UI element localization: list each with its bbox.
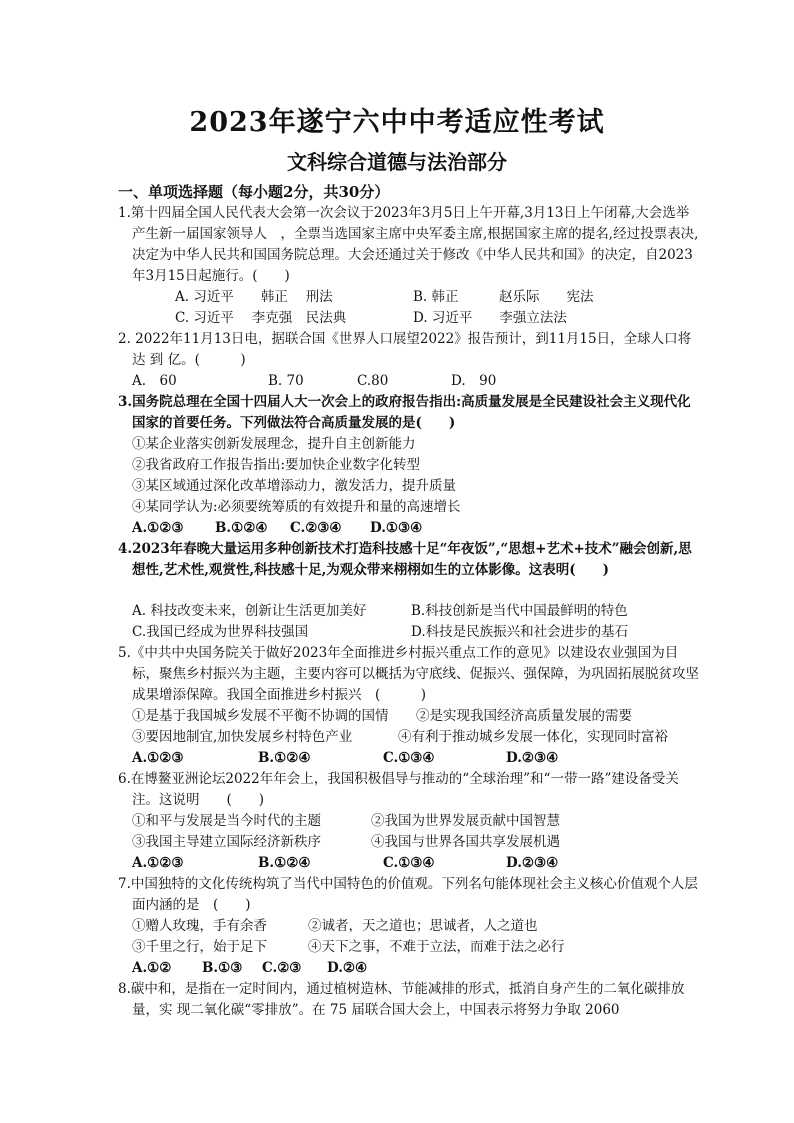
question-4-stem: 4.2023年春晚大量运用多种创新技术打造科技感十足“年夜饭”,“思想+艺术+技术”融会创新,思想性,艺术性,观赏性,科技感十足,为观众带来栩栩如生的立体影像。这表明( ) (118, 541, 692, 578)
question-7-answer-c: C.②③ (262, 960, 302, 976)
question-3-answer-d: D.①③④ (370, 520, 423, 536)
question-7-answer-d: D.②④ (327, 960, 368, 976)
question-7-item-1: ①赠人玫瑰，手有余香 (132, 918, 267, 934)
question-5-item-1: ①是基于我国城乡发展不平衡不协调的国情 (132, 708, 389, 724)
question-1-option-d: D. 习近平 李强立法法 (413, 310, 567, 326)
question-6-item-2: ②我国为世界发展贡献中国智慧 (371, 813, 560, 829)
question-7-item-2: ②诚者，天之道也；思诚者，人之道也 (308, 918, 538, 934)
question-3-item-4: ④某同学认为:必须要统筹质的有效提升和量的高速增长 (132, 499, 461, 515)
question-3-item-2: ②我省政府工作报告指出:要加快企业数字化转型 (132, 457, 421, 473)
question-2-option-d: D. 90 (451, 373, 497, 389)
question-6-item-4: ④我国与世界各国共享发展机遇 (371, 834, 560, 850)
question-5-item-3: ③要因地制宜,加快发展乡村特色产业 (132, 729, 353, 745)
question-6-item-3: ③我国主导建立国际经济新秩序 (132, 834, 321, 850)
question-5-answer-d: D.②③④ (506, 750, 559, 766)
question-7-item-3: ③千里之行，始于足下 (132, 939, 267, 955)
question-5-answer-a: A.①②③ (132, 750, 184, 766)
question-7-answer-a: A.①② (132, 960, 172, 976)
question-7-answer-b: B.①③ (202, 960, 243, 976)
question-6-answer-d: D.②③④ (506, 855, 559, 871)
question-7-stem: 7.中国独特的文化传统构筑了当代中国特色的价值观。下列名句能体现社会主义核心价值观个人层面内涵的是 ( ) (118, 876, 698, 913)
question-3-item-1: ①某企业落实创新发展理念，提升自主创新能力 (132, 436, 416, 452)
question-4-option-d: D.科技是民族振兴和社会进步的基石 (411, 624, 629, 640)
question-5-answer-b: B.①②④ (258, 750, 311, 766)
question-8-stem: 8.碳中和，是指在一定时间内，通过植树造林、节能减排的形式，抵消自身产生的二氧化碳排放量，实 现二氧化碳“零排放”。在 75 届联合国大会上，中国表示将努力争取 2060 (118, 981, 685, 1018)
question-2-option-b: B. 70 (268, 373, 304, 389)
question-1-stem: 1.第十四届全国人民代表大会第一次会议于2023年3月5日上午开幕,3月13日上午闭幕,大会选举产生新一届国家领导人 ，全票当选国家主席中央军委主席,根据国家主席的提名,经过投票表决,决定为中华人民共和国国务院总理。大会还通过关于修改《中华人民共和国》的决定，自2023年3月15日起施行。( ) (118, 205, 699, 284)
question-6-item-1: ①和平与发展是当今时代的主题 (132, 813, 321, 829)
question-1-option-b: B. 韩正 赵乐际 宪法 (413, 289, 594, 305)
question-3-item-3: ③某区域通过深化改革增添动力，激发活力，提升质量 (132, 478, 456, 494)
question-1-option-c: C. 习近平 李克强 民法典 (175, 310, 347, 326)
question-5-answer-c: C.①③④ (383, 750, 435, 766)
question-6-answer-a: A.①②③ (132, 855, 184, 871)
question-1-option-a: A. 习近平 韩正 刑法 (175, 289, 333, 305)
question-4-option-c: C.我国已经成为世界科技强国 (132, 624, 309, 640)
question-5-item-4: ④有利于推动城乡发展一体化，实现同时富裕 (398, 729, 668, 745)
question-3-answer-b: B.①②④ (215, 520, 268, 536)
question-5-item-2: ②是实现我国经济高质量发展的需要 (416, 708, 632, 724)
question-5-stem: 5.《中共中央国务院关于做好2023年全面推进乡村振兴重点工作的意见》以建设农业强国为目标，聚焦乡村振兴为主题，主要内容可以概括为守底线、促振兴、强保障，为巩固拓展脱贫攻坚成果增添保障。我国全面推进乡村振兴 ( ) (118, 645, 699, 703)
question-6-answer-b: B.①②④ (258, 855, 311, 871)
question-4-option-b: B.科技创新是当代中国最鲜明的特色 (411, 603, 628, 619)
question-2-option-c: C.80 (357, 373, 389, 389)
question-6-answer-c: C.①③④ (383, 855, 435, 871)
question-3-answer-a: A.①②③ (132, 520, 184, 536)
question-2-option-a: A. 60 (132, 373, 177, 389)
question-7-item-4: ④天下之事，不难于立法，而难于法之必行 (308, 939, 565, 955)
question-3-stem: 3.国务院总理在全国十四届人大一次会上的政府报告指出:高质量发展是全民建设社会主义现代化国家的首要任务。下列做法符合高质量发展的是( ) (118, 394, 691, 431)
question-2-stem: 2. 2022年11月13日电，据联合国《世界人口展望2022》报告预计，到11月15日，全球人口将达 到 亿。( ) (118, 331, 692, 368)
exam-title: 2023年遂宁六中中考适应性考试 (189, 107, 605, 138)
question-6-stem: 6.在博鳌亚洲论坛2022年年会上，我国积极倡导与推动的“全球治理”和“一带一路”建设备受关注。这说明 ( ) (118, 771, 679, 808)
exam-subtitle: 文科综合道德与法治部分 (287, 150, 507, 174)
question-4-option-a: A. 科技改变未来，创新让生活更加美好 (132, 603, 367, 619)
section-heading: 一、单项选择题（每小题2分，共30分） (118, 183, 390, 201)
question-3-answer-c: C.②③④ (290, 520, 342, 536)
